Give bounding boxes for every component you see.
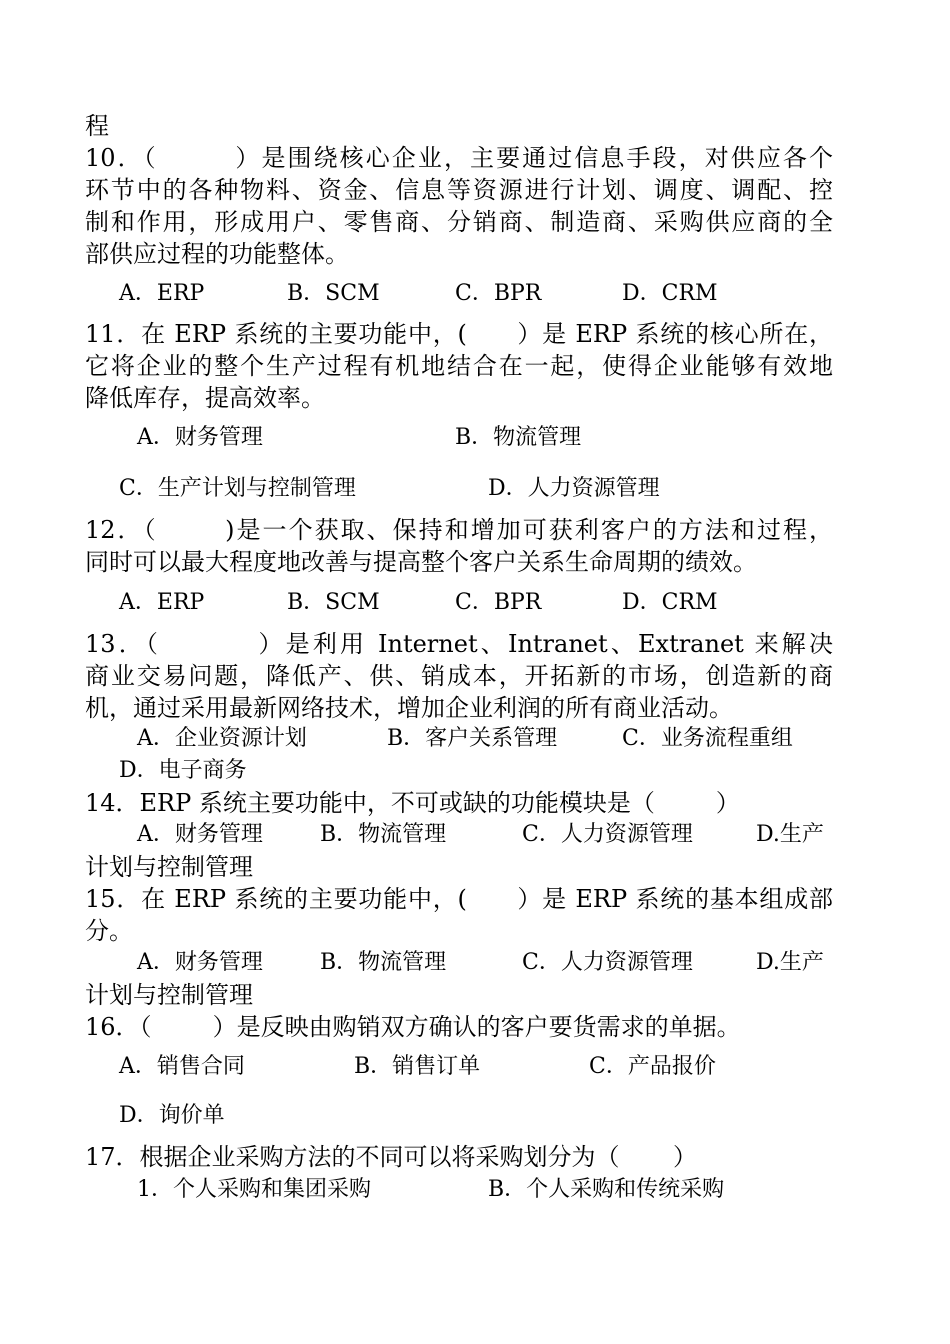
text-line: 机，通过采用最新网络技术，增加企业利润的所有商业活动。 [85,694,733,722]
question-13-text: 13．（ ）是利用 Internet、Intranet、Extranet 来解决 [85,630,833,658]
text-line: 计划与控制管理 [85,853,253,881]
question-13-option-a: A．企业资源计划 [137,726,307,751]
question-11-option-d: D．人力资源管理 [488,476,660,501]
question-17-option-a: 1．个人采购和集团采购 [137,1177,371,1202]
text-line: 部供应过程的功能整体。 [85,240,349,268]
question-14-option-a: A．财务管理 [137,822,263,847]
question-16-option-a: A．销售合同 [119,1054,245,1079]
question-15-text: 15．在 ERP 系统的主要功能中，( ）是 ERP 系统的基本组成部 [85,885,833,913]
question-12-option-b: B．SCM [287,590,380,615]
question-14-text: 14．ERP 系统主要功能中，不可或缺的功能模块是（ ） [85,789,740,817]
question-13-option-c: C．业务流程重组 [622,726,793,751]
question-15-option-b: B．物流管理 [320,950,447,975]
text-line: 分。 [85,917,133,945]
question-16-option-d: D．询价单 [119,1103,225,1128]
question-11-option-c: C．生产计划与控制管理 [119,476,356,501]
question-16-option-c: C．产品报价 [589,1054,716,1079]
question-14-option-b: B．物流管理 [320,822,447,847]
question-14-option-c: C．人力资源管理 [522,822,693,847]
text-line: 程 [85,112,109,140]
question-16-text: 16．（ ）是反映由购销双方确认的客户要货需求的单据。 [85,1013,741,1041]
question-12-text: 12．（ )是一个获取、保持和增加可获利客户的方法和过程， [85,516,833,544]
question-11-option-a: A．财务管理 [137,425,263,450]
question-10-option-a: A．ERP [119,281,205,306]
question-14-option-d: D.生产 [756,822,824,847]
question-10-option-c: C．BPR [455,281,542,306]
question-15-option-d: D.生产 [756,950,824,975]
text-line: 环节中的各种物料、资金、信息等资源进行计划、调度、调配、控 [85,176,833,204]
question-13-option-b: B．客户关系管理 [387,726,558,751]
question-10-option-d: D．CRM [622,281,718,306]
text-line: 计划与控制管理 [85,981,253,1009]
question-10-option-b: B．SCM [287,281,380,306]
question-12-option-a: A．ERP [119,590,205,615]
question-17-option-b: B．个人采购和传统采购 [488,1177,725,1202]
question-15-option-a: A．财务管理 [137,950,263,975]
text-line: 它将企业的整个生产过程有机地结合在一起，使得企业能够有效地 [85,352,833,380]
question-15-option-c: C．人力资源管理 [522,950,693,975]
question-11-text: 11．在 ERP 系统的主要功能中，( ）是 ERP 系统的核心所在， [85,320,833,348]
text-line: 降低库存，提高效率。 [85,384,325,412]
text-line: 制和作用，形成用户、零售商、分销商、制造商、采购供应商的全 [85,208,833,236]
question-10-text: 10．（ ）是围绕核心企业，主要通过信息手段，对供应各个 [85,144,833,172]
question-11-option-b: B．物流管理 [455,425,582,450]
question-16-option-b: B．销售订单 [354,1054,481,1079]
text-line: 商业交易问题，降低产、供、销成本，开拓新的市场，创造新的商 [85,662,833,690]
text-line: 同时可以最大程度地改善与提高整个客户关系生命周期的绩效。 [85,548,757,576]
question-12-option-d: D．CRM [622,590,718,615]
question-12-option-c: C．BPR [455,590,542,615]
question-13-option-d: D．电子商务 [119,758,247,783]
question-17-text: 17．根据企业采购方法的不同可以将采购划分为（ ） [85,1143,697,1171]
